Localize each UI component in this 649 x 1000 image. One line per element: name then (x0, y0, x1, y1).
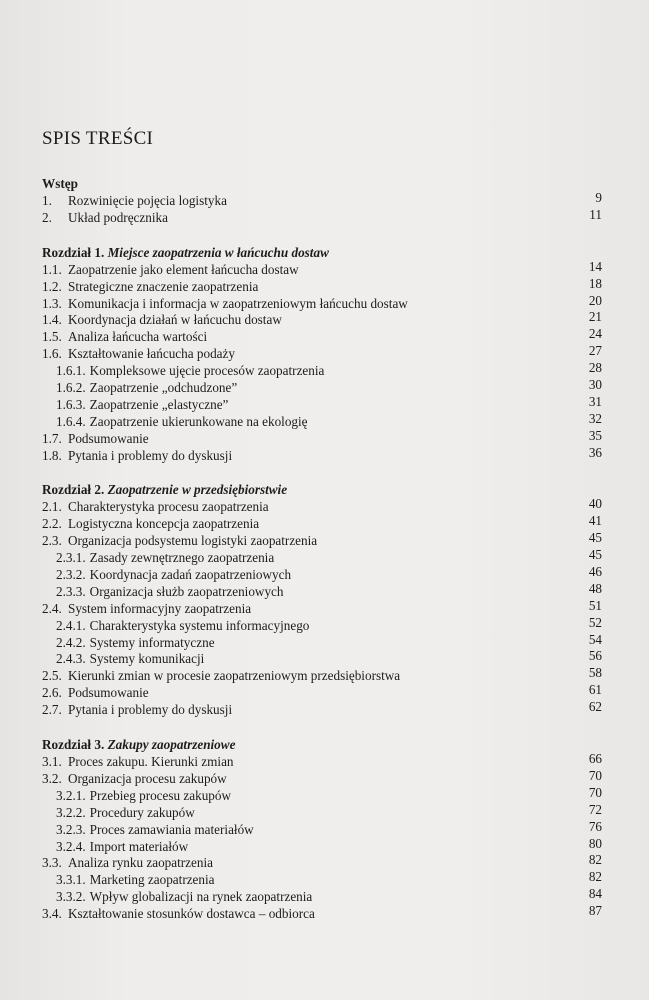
entry-title: Pytania i problemy do dyskusji (68, 447, 233, 463)
toc-entry (42, 903, 602, 923)
toc-entry (42, 393, 602, 414)
entry-page-number: 45 (588, 547, 602, 563)
entry-title: Systemy komunikacji (89, 651, 205, 667)
entry-number: 2.7. (42, 702, 62, 718)
entry-title: Rozwinięcie pojęcia logistyka (68, 193, 227, 208)
entry-page-number: 80 (588, 835, 602, 851)
entry-title: Zaopatrzenie „odchudzone” (89, 380, 238, 396)
entry-number: 3.4. (42, 906, 62, 922)
entry-page-number: 27 (588, 343, 602, 359)
toc-entry (42, 547, 602, 567)
chapter-heading (42, 481, 602, 499)
toc-entry (42, 852, 602, 872)
entry-page-number: 76 (588, 818, 602, 834)
entry-page-number: 28 (588, 360, 602, 376)
toc-chapter (42, 175, 602, 227)
entry-number: 3.2.1. (56, 787, 86, 803)
entry-page-number: 70 (588, 784, 602, 800)
toc-entry (42, 665, 602, 685)
entry-title: Wpływ globalizacji na rynek zaopatrzenia (89, 889, 313, 905)
entry-title: Procedury zakupów (89, 804, 195, 820)
entry-number: 1.1. (42, 261, 62, 277)
entry-number: 3.3.1. (56, 872, 86, 888)
entry-page-number: 66 (588, 751, 602, 767)
entry-page-number: 45 (588, 530, 602, 546)
entry-title: Kształtowanie stosunków dostawca – odbiorca (68, 906, 315, 922)
toc-entry (42, 275, 602, 296)
toc-entry (42, 326, 602, 346)
entry-page-number: 54 (588, 631, 602, 647)
toc-entry (42, 699, 602, 719)
entry-page-number: 20 (588, 292, 602, 308)
entry-page-number: 14 (588, 258, 602, 274)
entry-title: Kompleksowe ujęcie procesów zaopatrzenia (89, 363, 325, 379)
chapter-heading (42, 244, 602, 262)
entry-title: Zaopatrzenie jako element łańcucha dostaw (68, 261, 299, 277)
entry-number: 1.2. (42, 278, 62, 294)
entry-number: 1.6.1. (56, 363, 86, 379)
toc-entry (42, 190, 602, 210)
entry-number: 1.6. (42, 346, 62, 362)
entry-page-number: 30 (588, 377, 602, 393)
toc-entry (42, 801, 602, 822)
toc-entry (42, 564, 602, 584)
entry-number: 1.6.2. (56, 380, 86, 396)
toc-entry (42, 427, 602, 448)
entry-number: 2. (42, 209, 52, 225)
entry-number: 2.4.1. (56, 617, 86, 633)
entry-title: Układ podręcznika (68, 209, 168, 225)
entry-number: 2.4. (42, 600, 62, 616)
entry-title: Zaopatrzenie ukierunkowane na ekologię (89, 413, 308, 429)
entry-title: System informacyjny zaopatrzenia (68, 600, 252, 616)
toc-chapter (42, 244, 602, 465)
toc-entry (42, 206, 602, 227)
entry-page-number: 82 (588, 852, 602, 868)
entry-title: Przebieg procesu zakupów (89, 787, 232, 803)
toc-entry (42, 580, 602, 601)
entry-page-number: 40 (588, 496, 602, 512)
toc-entry (42, 751, 602, 771)
entry-title: Logistyczna koncepcja zaopatrzenia (68, 516, 260, 532)
entry-page-number: 41 (588, 513, 602, 529)
toc-entry (42, 513, 602, 533)
entry-number: 2.4.3. (56, 651, 86, 667)
entry-title: Koordynacja działań w łańcuchu dostaw (68, 312, 282, 328)
toc-chapter (42, 481, 602, 719)
entry-number: 2.5. (42, 668, 62, 684)
entry-title: Kształtowanie łańcucha podaży (68, 346, 235, 362)
entry-title: Komunikacja i informacja w zaopatrzeniowym łańcuchu dostaw (68, 295, 408, 311)
toc-entry (42, 835, 602, 856)
toc-entry (42, 410, 602, 431)
entry-page-number: 18 (588, 275, 602, 291)
entry-number: 2.3.3. (56, 583, 86, 599)
chapter-label: Rozdział 3. (42, 737, 105, 753)
entry-number: 3.1. (42, 754, 62, 770)
chapter-heading (42, 175, 602, 193)
entry-title: Charakterystyka systemu informacyjnego (89, 617, 310, 633)
toc-entry (42, 444, 602, 465)
entry-number: 1.4. (42, 312, 62, 328)
entry-page-number: 56 (588, 648, 602, 664)
entry-page-number: 21 (588, 309, 602, 325)
entry-page-number: 70 (588, 767, 602, 783)
toc-entry (42, 258, 602, 279)
entry-title: Organizacja podsystemu logistyki zaopatrzenia (68, 533, 318, 549)
table-of-contents (42, 175, 602, 940)
entry-title: Import materiałów (89, 838, 189, 854)
entry-title: Proces zamawiania materiałów (89, 821, 254, 837)
entry-page-number: 82 (588, 869, 602, 885)
entry-page-number: 58 (588, 665, 602, 681)
entry-title: Organizacja służb zaopatrzeniowych (89, 583, 284, 599)
entry-number: 2.3.2. (56, 567, 86, 583)
chapter-label: Rozdział 1. (42, 244, 105, 260)
entry-title: Kierunki zmian w procesie zaopatrzeniowym przedsiębiorstwa (68, 668, 401, 684)
entry-title: Proces zakupu. Kierunki zmian (68, 754, 234, 770)
entry-page-number: 32 (588, 410, 602, 426)
entry-number: 2.4.2. (56, 634, 86, 650)
entry-number: 2.2. (42, 516, 62, 532)
toc-entry (42, 818, 602, 839)
entry-number: 3.3.2. (56, 889, 86, 905)
entry-page-number: 51 (588, 597, 602, 613)
entry-number: 3.2. (42, 770, 62, 786)
entry-title: Strategiczne znaczenie zaopatrzenia (68, 278, 259, 294)
entry-title: Podsumowanie (68, 430, 149, 446)
toc-entry (42, 614, 602, 635)
entry-number: 1.5. (42, 329, 62, 345)
entry-page-number: 62 (588, 699, 602, 715)
entry-title: Charakterystyka procesu zaopatrzenia (68, 499, 269, 515)
entry-title: Zaopatrzenie „elastyczne” (89, 396, 229, 412)
entry-title: Marketing zaopatrzenia (89, 872, 215, 888)
entry-page-number: 35 (588, 427, 602, 443)
entry-title: Systemy informatyczne (89, 634, 215, 650)
entry-number: 2.3. (42, 533, 62, 549)
toc-entry (42, 631, 602, 652)
chapter-title: Zaopatrzenie w przedsiębiorstwie (107, 482, 288, 498)
toc-entry (42, 886, 602, 906)
entry-number: 3.2.2. (56, 804, 86, 820)
toc-entry (42, 767, 602, 788)
entry-title: Pytania i problemy do dyskusji (68, 702, 233, 718)
chapter-title: Zakupy zaopatrzeniowe (107, 737, 236, 753)
toc-entry (42, 530, 602, 550)
page-title: SPIS TREŚCI (42, 128, 154, 149)
entry-number: 1.8. (42, 447, 62, 463)
toc-entry (42, 784, 602, 805)
entry-page-number: 36 (588, 444, 602, 460)
chapter-label: Wstęp (42, 176, 78, 191)
entry-page-number: 48 (588, 580, 602, 596)
chapter-heading (42, 736, 602, 754)
toc-entry (42, 648, 602, 668)
toc-entry (42, 597, 602, 618)
toc-entry (42, 343, 602, 363)
entry-number: 3.3. (42, 855, 62, 871)
entry-page-number: 72 (588, 801, 602, 817)
toc-entry (42, 682, 602, 702)
entry-page-number: 52 (588, 614, 602, 630)
entry-page-number: 24 (588, 326, 602, 342)
entry-title: Analiza rynku zaopatrzenia (68, 855, 213, 871)
entry-page-number: 9 (595, 190, 602, 205)
entry-page-number: 87 (588, 903, 602, 919)
entry-number: 2.1. (42, 499, 62, 515)
toc-entry (42, 292, 602, 313)
entry-title: Zasady zewnętrznego zaopatrzenia (89, 550, 275, 566)
toc-entry (42, 869, 602, 889)
entry-number: 2.3.1. (56, 550, 86, 566)
entry-page-number: 11 (589, 206, 602, 222)
entry-number: 1.6.3. (56, 396, 86, 412)
entry-number: 1.6.4. (56, 413, 86, 429)
entry-page-number: 84 (588, 886, 602, 902)
entry-page-number: 61 (588, 682, 602, 698)
entry-title: Organizacja procesu zakupów (68, 770, 227, 786)
entry-page-number: 46 (588, 564, 602, 580)
entry-title: Koordynacja zadań zaopatrzeniowych (89, 567, 292, 583)
entry-number: 3.2.3. (56, 821, 86, 837)
entry-number: 3.2.4. (56, 838, 86, 854)
toc-entry (42, 360, 602, 380)
toc-chapter (42, 736, 602, 923)
toc-entry (42, 377, 602, 397)
entry-number: 1.3. (42, 295, 62, 311)
entry-number: 2.6. (42, 685, 62, 701)
entry-page-number: 31 (588, 393, 602, 409)
entry-number: 1.7. (42, 430, 62, 446)
entry-number: 1. (42, 193, 52, 208)
entry-title: Analiza łańcucha wartości (68, 329, 208, 345)
entry-title: Podsumowanie (68, 685, 149, 701)
toc-entry (42, 496, 602, 516)
chapter-title: Miejsce zaopatrzenia w łańcuchu dostaw (107, 244, 329, 260)
chapter-label: Rozdział 2. (42, 482, 105, 498)
toc-entry (42, 309, 602, 329)
